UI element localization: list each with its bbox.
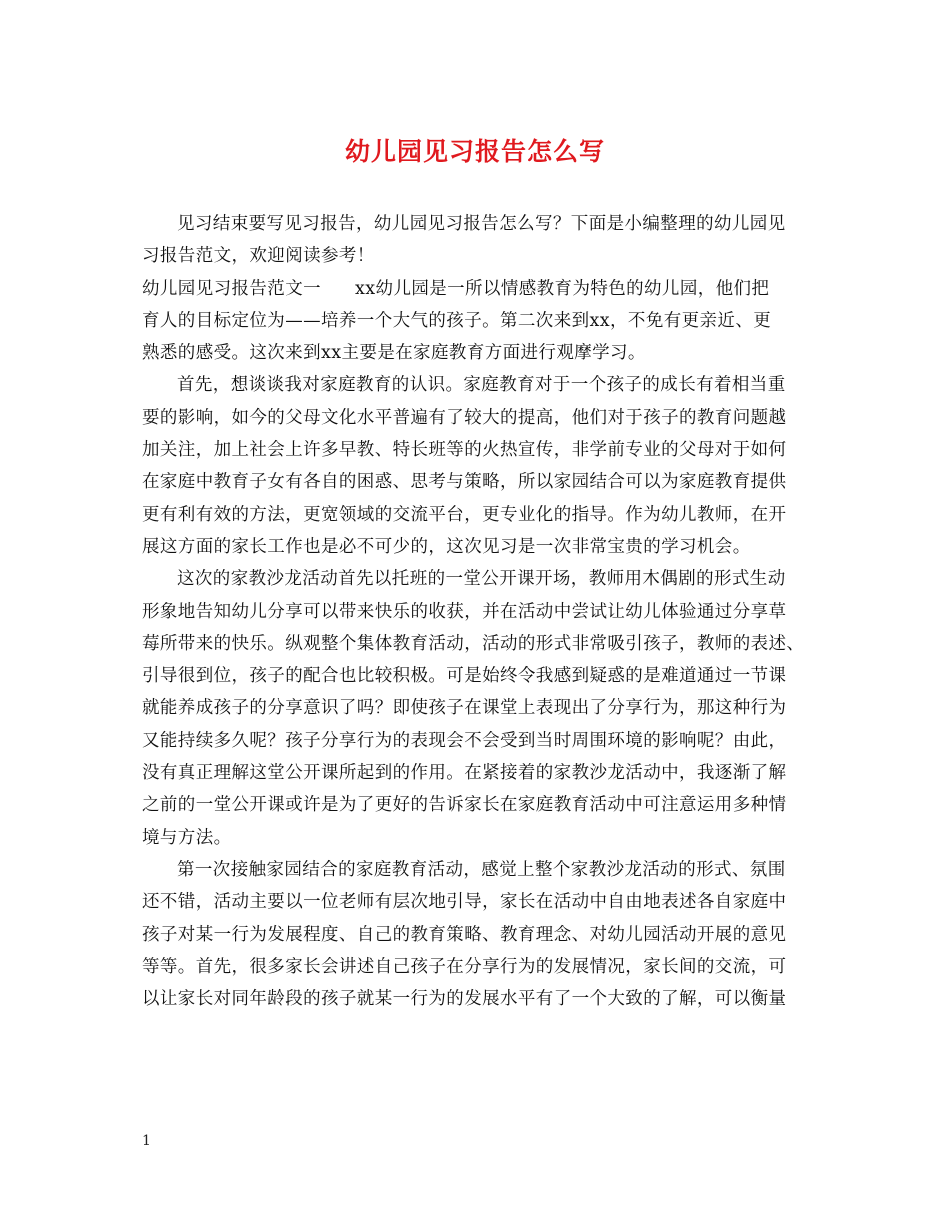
document-title: 幼儿园见习报告怎么写 — [344, 137, 605, 166]
text-line: 之前的一堂公开课或许是为了更好的告诉家长在家庭教育活动中可注意运用多种情 — [142, 795, 787, 816]
text-line: 就能养成孩子的分享意识了吗？即使孩子在课堂上表现出了分享行为，那这种行为 — [142, 698, 787, 719]
text-line: 这次的家教沙龙活动首先以托班的一堂公开课开场，教师用木偶剧的形式生动 — [177, 569, 786, 590]
paragraph-family-education — [142, 369, 822, 563]
paragraph-salon-activity — [142, 563, 822, 854]
text-line: 在家庭中教育子女有各自的困惑、思考与策略，所以家园结合可以为家庭教育提供 — [142, 472, 787, 493]
text-line: 第一次接触家园结合的家庭教育活动，感觉上整个家教沙龙活动的形式、氛围 — [177, 859, 786, 880]
text-line: 形象地告知幼儿分享可以带来快乐的收获，并在活动中尝试让幼儿体验通过分享草 — [142, 601, 787, 622]
text-line: 等等。首先，很多家长会讲述自己孩子在分享行为的发展情况，家长间的交流，可 — [142, 956, 787, 977]
text-line: 展这方面的家长工作也是必不可少的，这次见习是一次非常宝贵的学习机会。 — [142, 536, 751, 557]
text-line: 习报告范文，欢迎阅读参考！ — [142, 246, 375, 267]
text-line: 要的影响，如今的父母文化水平普遍有了较大的提高，他们对于孩子的教育问题越 — [142, 407, 787, 428]
text-line: 没有真正理解这堂公开课所起到的作用。在紧接着的家教沙龙活动中，我逐渐了解 — [142, 763, 787, 784]
section-heading: 幼儿园见习报告范文一 — [142, 278, 321, 299]
text-line: 以让家长对同年龄段的孩子就某一行为的发展水平有了一个大致的了解，可以衡量 — [142, 989, 787, 1010]
text-line: 孩子对某一行为发展程度、自己的教育策略、教育理念、对幼儿园活动开展的意见 — [142, 924, 787, 945]
paragraph-intro — [142, 208, 822, 273]
text-line: 又能持续多久呢？孩子分享行为的表现会不会受到当时周围环境的影响呢？由此， — [142, 730, 787, 751]
text-line: 莓所带来的快乐。纵观整个集体教育活动，活动的形式非常吸引孩子，教师的表述、 — [142, 633, 805, 654]
text-line: 熟悉的感受。这次来到xx主要是在家庭教育方面进行观摩学习。 — [142, 343, 646, 364]
text-line: 加关注，加上社会上许多早教、特长班等的火热宣传，非学前专业的父母对于如何 — [142, 440, 787, 461]
text-line: 首先，想谈谈我对家庭教育的认识。家庭教育对于一个孩子的成长有着相当重 — [177, 375, 786, 396]
text-line: 更有利有效的方法，更宽领域的交流平台，更专业化的指导。作为幼儿教师，在开 — [142, 504, 787, 525]
text-line: 境与方法。 — [142, 827, 232, 848]
text-line — [142, 273, 822, 305]
text-line: 育人的目标定位为——培养一个大气的孩子。第二次来到xx，不免有更亲近、更 — [142, 310, 772, 331]
page-number: 1 — [142, 1133, 151, 1149]
text-line: 还不错，活动主要以一位老师有层次地引导，家长在活动中自由地表述各自家庭中 — [142, 892, 787, 913]
text-line: 见习结束要写见习报告，幼儿园见习报告怎么写？下面是小编整理的幼儿园见 — [177, 214, 786, 234]
text-line-segment: xx幼儿园是一所以情感教育为特色的幼儿园，他们把 — [355, 278, 770, 299]
paragraph-first-contact — [142, 854, 822, 1015]
document-body — [142, 208, 822, 1015]
paragraph-sample-one — [142, 273, 822, 370]
text-line: 引导很到位，孩子的配合也比较积极。可是始终令我感到疑惑的是难道通过一节课 — [142, 666, 787, 687]
